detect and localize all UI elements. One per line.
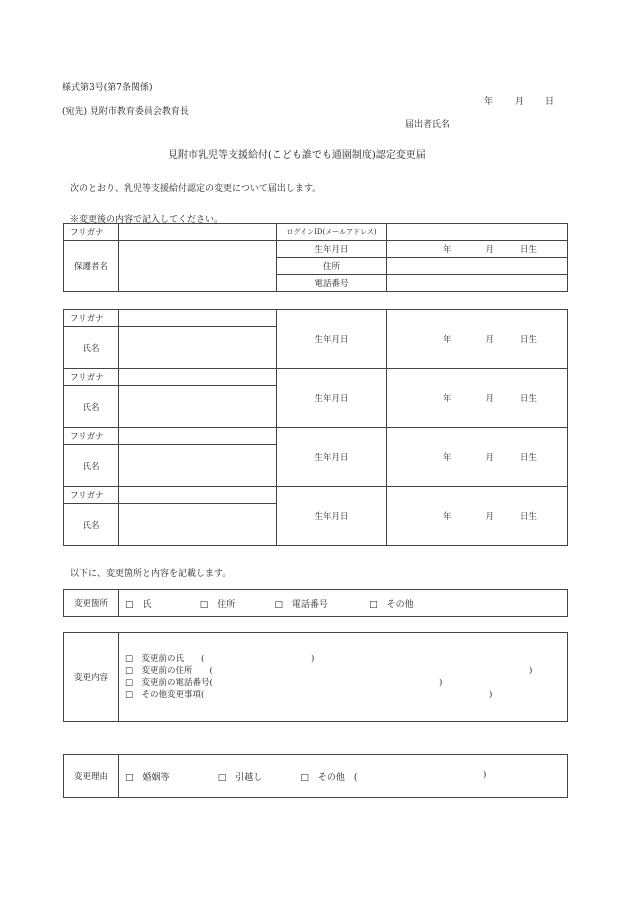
guardian-birth-label: 生年月日 xyxy=(277,241,387,258)
child4-birth-label: 生年月日 xyxy=(277,487,387,546)
reason-move-checkbox[interactable]: □ 引越し xyxy=(217,772,263,783)
guardian-phone-label: 電話番号 xyxy=(277,275,387,292)
child2-birth-label: 生年月日 xyxy=(277,369,387,428)
child4-furigana-label: フリガナ xyxy=(64,487,119,504)
document-title: 見附市乳児等支援給付(こども誰でも通園制度)認定変更届 xyxy=(168,150,426,161)
change-reason-label: 変更理由 xyxy=(64,755,119,798)
child2-name-field[interactable] xyxy=(119,386,277,428)
guardian-phone-field[interactable] xyxy=(387,275,568,292)
child3-birth-label: 生年月日 xyxy=(277,428,387,487)
child4-name-label: 氏名 xyxy=(64,504,119,546)
guardian-furigana-label: フリガナ xyxy=(64,224,119,241)
option-address-checkbox[interactable]: □ 住所 xyxy=(199,599,236,610)
guardian-name-field[interactable] xyxy=(119,241,277,292)
child1-furigana-field[interactable] xyxy=(119,310,277,327)
applicant-label: 届出者氏名 xyxy=(405,120,451,130)
children-table xyxy=(63,309,568,546)
reason-other-close: ) xyxy=(483,769,487,780)
content-other[interactable]: □ その他変更事項( ) xyxy=(125,690,493,700)
date-month: 月 xyxy=(515,97,525,107)
change-places-table xyxy=(63,589,568,617)
form-number: 様式第3号(第7条関係) xyxy=(62,83,153,93)
guardian-table xyxy=(63,223,568,292)
child3-furigana-field[interactable] xyxy=(119,428,277,445)
guardian-birth-field[interactable]: 年 月 日生 xyxy=(387,241,568,258)
child2-birth-field[interactable]: 年 月 日生 xyxy=(387,369,568,428)
child4-birth-field[interactable]: 年 月 日生 xyxy=(387,487,568,546)
below-text: 以下に、変更箇所と内容を記載します。 xyxy=(70,569,232,579)
child3-name-field[interactable] xyxy=(119,445,277,487)
child1-name-label: 氏名 xyxy=(64,327,119,369)
child1-birth-field[interactable]: 年 月 日生 xyxy=(387,310,568,369)
change-content-table xyxy=(63,632,568,722)
option-other-checkbox[interactable]: □ その他 xyxy=(369,599,414,610)
child3-furigana-label: フリガナ xyxy=(64,428,119,445)
note-text: ※変更後の内容で記入してください。 xyxy=(70,215,224,225)
content-prev-address[interactable]: □ 変更前の住所 ( ) xyxy=(125,666,533,676)
guardian-furigana-field[interactable] xyxy=(119,224,277,241)
guardian-name-label: 保護者名 xyxy=(64,241,119,292)
child2-furigana-label: フリガナ xyxy=(64,369,119,386)
option-name-checkbox[interactable]: □ 氏 xyxy=(125,599,152,610)
child1-name-field[interactable] xyxy=(119,327,277,369)
guardian-address-field[interactable] xyxy=(387,258,568,275)
addressee: (宛先) 見附市教育委員会教育長 xyxy=(62,107,189,117)
child1-birth-label: 生年月日 xyxy=(277,310,387,369)
login-id-field[interactable] xyxy=(387,224,568,241)
guardian-address-label: 住所 xyxy=(277,258,387,275)
change-content-label: 変更内容 xyxy=(64,633,119,722)
option-phone-checkbox[interactable]: □ 電話番号 xyxy=(274,599,328,610)
child3-birth-field[interactable]: 年 月 日生 xyxy=(387,428,568,487)
child1-furigana-label: フリガナ xyxy=(64,310,119,327)
content-prev-phone[interactable]: □ 変更前の電話番号( ) xyxy=(125,678,443,688)
child2-name-label: 氏名 xyxy=(64,386,119,428)
intro-text: 次のとおり、乳児等支援給付認定の変更について届出します。 xyxy=(70,184,322,194)
reason-other-checkbox[interactable]: □ その他 ( xyxy=(300,772,358,783)
change-reason-table xyxy=(63,754,568,798)
reason-marriage-checkbox[interactable]: □ 婚姻等 xyxy=(125,772,170,783)
child2-furigana-field[interactable] xyxy=(119,369,277,386)
child3-name-label: 氏名 xyxy=(64,445,119,487)
child4-furigana-field[interactable] xyxy=(119,487,277,504)
date-day: 日 xyxy=(545,97,555,107)
content-prev-name[interactable]: □ 変更前の氏 ( ) xyxy=(125,654,315,664)
date-year: 年 xyxy=(484,97,494,107)
child4-name-field[interactable] xyxy=(119,504,277,546)
login-id-label: ログインID(メールアドレス) xyxy=(277,224,387,241)
change-places-label: 変更箇所 xyxy=(64,590,119,617)
